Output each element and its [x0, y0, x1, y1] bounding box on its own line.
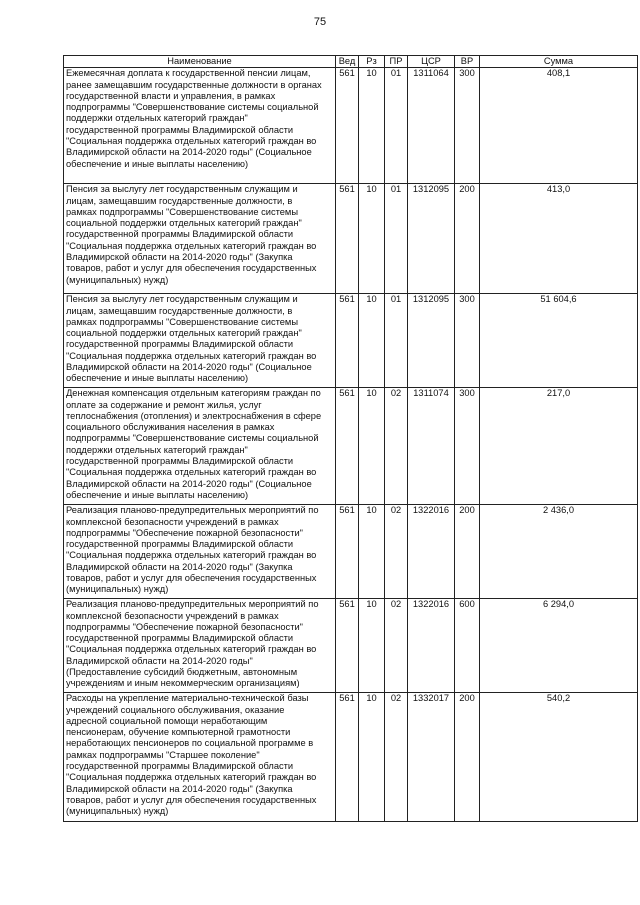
row-sum: 413,0 [480, 184, 638, 294]
budget-table [63, 55, 638, 822]
row-rz: 10 [359, 599, 385, 693]
row-vr: 600 [455, 599, 480, 693]
row-sum: 408,1 [480, 68, 638, 184]
header-rz: Рз [359, 56, 385, 68]
row-pr: 02 [385, 505, 408, 599]
page-number: 75 [313, 16, 327, 28]
row-name: Расходы на укрепление материально-технической базы учреждений социального обслуживания, оказание адресной социальной помощи неработающим пенсионерам, обучение компьютерной грамотности неработающих пенсионеров по социальной программе в рамках подпрограммы "Старшее поколение" государственной программы Владимирской области "Социальная поддержка отдельных категорий граждан во Владимирской области на 2014-2020 годы" (Закупка товаров, работ и услуг для обеспечения государственных (муниципальных) нужд) [64, 693, 336, 822]
table-row [64, 505, 638, 599]
row-csr: 1332017 [408, 693, 455, 822]
row-rz: 10 [359, 184, 385, 294]
row-vr: 300 [455, 294, 480, 388]
row-pr: 02 [385, 693, 408, 822]
header-vr: ВР [455, 56, 480, 68]
row-csr: 1322016 [408, 599, 455, 693]
row-vr: 300 [455, 388, 480, 505]
row-ved: 561 [336, 693, 359, 822]
row-csr: 1312095 [408, 184, 455, 294]
row-csr: 1311074 [408, 388, 455, 505]
row-rz: 10 [359, 505, 385, 599]
header-pr: ПР [385, 56, 408, 68]
header-ved: Вед [336, 56, 359, 68]
table-header-row [64, 56, 638, 68]
row-pr: 01 [385, 68, 408, 184]
row-name: Пенсия за выслугу лет государственным служащим и лицам, замещавшим государственные должности, в рамках подпрограммы "Совершенствование системы социальной поддержки отдельных категорий граждан" государственной программы Владимирской области "Социальная поддержка отдельных категорий граждан во Владимирской области на 2014-2020 годы" (Социальное обеспечение и иные выплаты населению) [64, 294, 336, 388]
row-pr: 01 [385, 184, 408, 294]
row-pr: 02 [385, 388, 408, 505]
row-name: Реализация планово-предупредительных мероприятий по комплексной безопасности учреждений в рамках подпрограммы "Обеспечение пожарной безопасности" государственной программы Владимирской области "Социальная поддержка отдельных категорий граждан во Владимирской области на 2014-2020 годы" (Закупка товаров, работ и услуг для обеспечения государственных (муниципальных) нужд) [64, 505, 336, 599]
row-pr: 02 [385, 599, 408, 693]
row-csr: 1322016 [408, 505, 455, 599]
row-vr: 200 [455, 693, 480, 822]
row-ved: 561 [336, 184, 359, 294]
table-row [64, 693, 638, 822]
row-name: Реализация планово-предупредительных мероприятий по комплексной безопасности учреждений в рамках подпрограммы "Обеспечение пожарной безопасности" государственной программы Владимирской области "Социальная поддержка отдельных категорий граждан во Владимирской области на 2014-2020 годы" (Предоставление субсидий бюджетным, автономным учреждениям и иным некоммерческим организациям) [64, 599, 336, 693]
row-sum: 217,0 [480, 388, 638, 505]
row-rz: 10 [359, 294, 385, 388]
table-row [64, 388, 638, 505]
row-rz: 10 [359, 693, 385, 822]
row-csr: 1311064 [408, 68, 455, 184]
header-sum: Сумма [480, 56, 638, 68]
row-ved: 561 [336, 388, 359, 505]
row-sum: 51 604,6 [480, 294, 638, 388]
row-name: Пенсия за выслугу лет государственным служащим и лицам, замещавшим государственные должности, в рамках подпрограммы "Совершенствование системы социальной поддержки отдельных категорий граждан" государственной программы Владимирской области "Социальная поддержка отдельных категорий граждан во Владимирской области на 2014-2020 годы" (Закупка товаров, работ и услуг для обеспечения государственных (муниципальных) нужд) [64, 184, 336, 294]
table-row [64, 184, 638, 294]
row-name: Ежемесячная доплата к государственной пенсии лицам, ранее замещавшим государственные должности в органах государственной власти и управления, в рамках подпрограммы "Совершенствование системы социальной поддержки отдельных категорий граждан" государственной программы Владимирской области "Социальная поддержка отдельных категорий граждан во Владимирской области на 2014-2020 годы" (Социальное обеспечение и иные выплаты населению) [64, 68, 336, 184]
row-ved: 561 [336, 294, 359, 388]
row-name: Денежная компенсация отдельным категориям граждан по оплате за содержание и ремонт жилья, услуг теплоснабжения (отопления) и электроснабжения в сфере социального обслуживания населения в рамках подпрограммы "Совершенствование системы социальной поддержки отдельных категорий граждан" государственной программы Владимирской области "Социальная поддержка отдельных категорий граждан во Владимирской области на 2014-2020 годы" (Социальное обеспечение и иные выплаты населению) [64, 388, 336, 505]
row-vr: 300 [455, 68, 480, 184]
row-rz: 10 [359, 388, 385, 505]
table-row [64, 68, 638, 184]
row-ved: 561 [336, 68, 359, 184]
row-vr: 200 [455, 184, 480, 294]
row-rz: 10 [359, 68, 385, 184]
row-pr: 01 [385, 294, 408, 388]
header-csr: ЦСР [408, 56, 455, 68]
row-sum: 6 294,0 [480, 599, 638, 693]
table-row [64, 294, 638, 388]
header-name: Наименование [64, 56, 336, 68]
row-ved: 561 [336, 505, 359, 599]
row-vr: 200 [455, 505, 480, 599]
table-row [64, 599, 638, 693]
row-sum: 2 436,0 [480, 505, 638, 599]
row-ved: 561 [336, 599, 359, 693]
row-csr: 1312095 [408, 294, 455, 388]
row-sum: 540,2 [480, 693, 638, 822]
